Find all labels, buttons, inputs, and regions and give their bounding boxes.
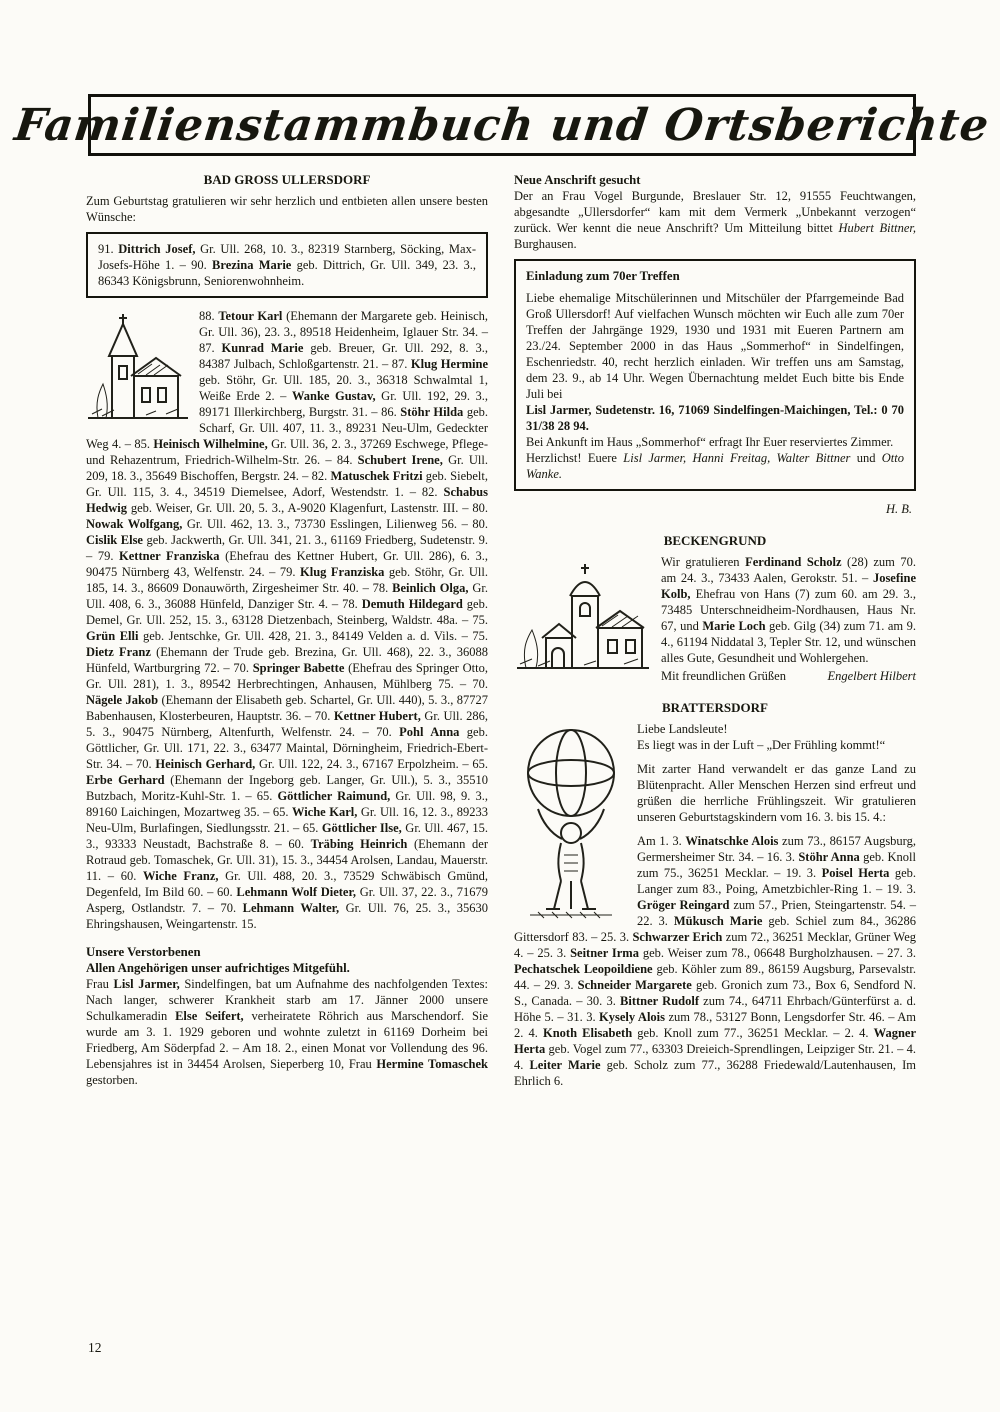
page-number: 12	[88, 1340, 102, 1355]
brattersdorf-block	[514, 721, 916, 1089]
right-column	[514, 172, 916, 1089]
beckengrund-heading: BECKENGRUND	[663, 533, 767, 548]
beckengrund-text: Wir gratulieren Ferdinand Scholz (28) zum 70. am 24. 3., 73433 Aalen, Gerokstr. 51. – Josefine Kolb, Ehefrau von Hans (7) zum 60. am 29. 3., 73485 Unterschneidheim-Nordhausen, Haus Nr. 67, und Marie Loch geb. Gilg (34) zum 71. am 9. 4., 61194 Niddatal 3, Tepler Str. 12, und wünschen alles Gute, Gesundheit und Wohlergehen.	[514, 554, 916, 666]
greeting-line: Liebe Landsleute!	[637, 722, 728, 736]
spring-quote: Es liegt was in der Luft – „Der Frühling kommt!“	[637, 738, 886, 752]
deaths-subheading: Allen Angehörigen unser aufrichtiges Mitgefühl.	[86, 961, 350, 975]
masthead-title: Familienstammbuch und Ortsberichte	[11, 99, 993, 151]
masthead	[11, 94, 993, 156]
birthday-list: 88. Tetour Karl (Ehemann der Margarete geb. Heinisch, Gr. Ull. 36), 23. 3., 89518 Heidenheim, Iglauer Str. 34. – 87. Kunrad Marie geb. Breuer, Gr. Ull. 292, 8. 3., 84387 Julbach, Schloßgartenstr. 21. – 87. Klug Hermine geb. Stöhr, Gr. Ull. 185, 20. 3., 36318 Schwalmtal 1, Weiße Erde 2. – Wanke Gustav, Gr. Ull. 192, 29. 3., 89171 Illerkirchberg, Burgstr. 31. – 86. Stöhr Hilda geb. Scharf, Gr. Ull. 407, 11. 3., 89231 Neu-Ulm, Gedeckter Weg 4. – 85. Heinisch Wilhelmine, Gr. Ull. 36, 2. 3., 37269 Eschwege, Pflege- und Rehazentrum, Friedrich-Wilhelm-Str. 26. – 84. Schubert Irene, Gr. Ull. 209, 18. 3., 35649 Bischoffen, Bergstr. 24. – 82. Matuschek Fritzi geb. Siebelt, Gr. Ull. 115, 3. 4., 34519 Diemelsee, Adorf, Westendstr. 1. – 82. Schabus Hedwig geb. Weiser, Gr. Ull. 20, 5. 3., A-9020 Klagenfurt, Lastenstr. III. – 80. Nowak Wolfgang, Gr. Ull. 462, 13. 3., 73730 Esslingen, Lilienweg 56. – 80. Cislik Else geb. Jackwerth, Gr. Ull. 341, 21. 3., 61169 Friedberg, Sudetenstr. 9. – 79. Kettner Franziska (Ehefrau des Kettner Hubert, Gr. Ull. 286), 6. 3., 90475 Nürnberg 43, Welfenstr. 24. – 79. Klug Franziska geb. Stöhr, Gr. Ull. 185, 14. 3., 86609 Donauwörth, Zirgesheimer Str. 40. – 78. Beinlich Olga, Gr. Ull. 408, 6. 3., 36088 Hünfeld, Danziger Str. 4. – 78. Demuth Hildegard geb. Demel, Gr. Ull. 252, 15. 3., 63128 Dietzenbach, Steinberg, Waldstr. 48a. – 75. Grün Elli geb. Jentschke, Gr. Ull. 428, 21. 3., 84149 Velden a. d. Vils. – 75. Dietz Franz (Ehemann der Trude geb. Brezina, Gr. Ull. 468), 22. 3., 36088 Hünfeld, Wartburgring 72. – 70. Springer Babette (Ehefrau des Springer Otto, Gr. Ull. 281), 1. 3., 89542 Herbrechtingen, Anhausen, Mühlberg 75. – 70. Nägele Jakob (Ehemann der Elisabeth geb. Schartel, Gr. Ull. 440), 5. 3., 87727 Babenhausen, Klosterbeuren, Hauptstr. 36. – 70. Kettner Hubert, Gr. Ull. 286, 5. 3., 90475 Nürnberg, Altenfurth, Welfenstr. 24. – 70. Pohl Anna geb. Göttlicher, Gr. Ull. 171, 22. 3., 63477 Maintal, Dörningheim, Friedrich-Ebert-Str. 34. – 70. Heinisch Gerhard, Gr. Ull. 122, 24. 3., 67167 Erpolzheim. – 65. Erbe Gerhard (Ehemann der Ingeborg geb. Langer, Gr. Ull.), 5. 3., 35510 Butzbach, Moritz-Kuhl-Str. 1. – 65. Göttlicher Raimund, Gr. Ull. 98, 9. 3., 89160 Laichingen, Mozartweg 35. – 65. Wiche Karl, Gr. Ull. 16, 12. 3., 89233 Neu-Ulm, Burlafingen, Siedlungsstr. 21. – 65. Göttlicher Ilse, Gr. Ull. 467, 15. 3., 93333 Neustadt, Bachstraße 8. – 60. Träbing Heinrich (Ehemann der Rotraud geb. Tomaschek, Gr. Ull. 31), 15. 3., 34454 Arolsen, Landau, Mauerstr. 11. – 60. Wiche Franz, Gr. Ull. 488, 20. 3., 73529 Schwäbisch Gmünd, Degenfeld, Im Bild 60. – 60. Lehmann Wolf Dieter, Gr. Ull. 37, 22. 3., 71679 Asperg, Ostlandstr. 7. – 70. Lehmann Walter, Gr. Ull. 76, 25. 3., 35630 Ehringshausen, Weingartenstr. 15.	[86, 309, 489, 931]
deaths-text: Frau Lisl Jarmer, Sindelfingen, bat um Aufnahme des nachfolgenden Textes: Nach langer, schwerer Krankheit starb am 17. Jänner 2000 unsere Schulkameradin Else Seifert, verheiratete Röhrich aus Marschendorf. Sie wurde am 3. 1. 1929 geboren und wohnte zuletzt in 61169 Dorheim bei Friedberg, Am Söderpfad 2. – Am 18. 2., einen Monat vor Vollendung des 96. Lebensjahres ist in 34454 Arolsen, Sieperberg 10, Frau Hermine Tomaschek gestorben.	[86, 977, 488, 1087]
new-address-heading: Neue Anschrift gesucht	[514, 173, 641, 187]
beckengrund-closing	[661, 668, 916, 684]
invitation-signoff: Herzlichst! Euere Lisl Jarmer, Hanni Freitag, Walter Bittner und Otto Wanke.	[526, 451, 904, 481]
chapel-woodcut-illustration	[514, 556, 652, 676]
section-heading-bad-gross-ullersdorf: BAD GROSS ULLERSDORF	[203, 172, 371, 187]
atlas-globe-figure-illustration	[514, 723, 628, 921]
deaths-heading: Unsere Verstorbenen	[86, 945, 201, 959]
left-column	[86, 172, 488, 1088]
signature: Engelbert Hilbert	[827, 669, 916, 683]
invitation-contact: Lisl Jarmer, Sudetenstr. 16, 71069 Sindelfingen-Maichingen, Tel.: 0 70 31/38 28 94.	[526, 403, 904, 433]
author-initials: H. B.	[885, 502, 912, 516]
invitation-note: Bei Ankunft im Haus „Sommerhof“ erfragt Ihr Euer reserviertes Zimmer.	[526, 435, 894, 449]
invitation-text: Liebe ehemalige Mitschülerinnen und Mitschüler der Pfarrgemeinde Bad Groß Ullersdorf! Auf vielfachen Wunsch möchten wir Euch alle zum 70er Treffen der Jahrgänge 1929, 1930 und 1931 mit Eueren Partnern am 23./24. September 2000 in das Haus „Sommerhof“ in Sindelfingen, Eschenriedstr. 40, recht herzlich einladen. Wir treffen uns am Samstag, dem 23. 9., ab 14 Uhr. Wegen Übernachtung meldet Euch bitte bis Ende Juli bei	[526, 291, 904, 401]
birthday-highlight-box	[86, 232, 488, 298]
church-woodcut-illustration	[86, 310, 190, 426]
spring-paragraph: Mit zarter Hand verwandelt er das ganze Land zu Blütenpracht. Aller Menschen Herzen sind erfreut und grüßen die herrliche Frühlingszeit. Wir gratulieren unseren Geburtstagskindern vom 16. 3. bis 15. 4.:	[637, 762, 916, 824]
brattersdorf-heading: BRATTERSDORF	[662, 700, 768, 715]
invitation-box	[514, 259, 916, 491]
birthday-intro: Zum Geburtstag gratulieren wir sehr herzlich und entbieten allen unsere besten Wünsche:	[86, 194, 488, 224]
invitation-heading: Einladung zum 70er Treffen	[526, 269, 680, 283]
birthday-box-text: 91. Dittrich Josef, Gr. Ull. 268, 10. 3., 82319 Starnberg, Söcking, Max-Josefs-Höhe 1. – 90. Brezina Marie geb. Dittrich, Gr. Ull. 349, 23. 3., 86343 Königsbrunn, Seniorenwohnheim.	[98, 242, 476, 288]
brattersdorf-birthday-list: Am 1. 3. Winatschke Alois zum 73., 86157 Augsburg, Germersheimer Str. 34. – 16. 3. Stöhr Anna geb. Knoll zum 75., 36251 Mecklar. – 19. 3. Poisel Herta geb. Langer zum 83., Poing, Ametzbichler-Ring 1. – 19. 3. Gröger Reingard zum 57., Prien, Steingartenstr. 54. – 22. 3. Mükusch Marie geb. Schiel zum 84., 36286 Gittersdorf 83. – 25. 3. Schwarzer Erich zum 72., 36251 Mecklar, Grüner Weg 4. – 25. 3. Seitner Irma geb. Weiser zum 78., 06648 Burgholzhausen. – 27. 3. Pechatschek Leopoildiene geb. Köhler zum 89., 86159 Augsburg, Parsevalstr. 44. – 29. 3. Schneider Margarete geb. Gronich zum 73., Box 6, Sendford N. S., Canada. – 30. 3. Bittner Rudolf zum 74., 64711 Ehrbach/Günterfürst a. d. Höhe 5. – 31. 3. Kysely Alois zum 78., 53127 Bonn, Lengsdorfer Str. 46. – Am 2. 4. Knoth Elisabeth geb. Knoll zum 77., 36251 Mecklar. – 2. 4. Wagner Herta geb. Vogel zum 77., 63303 Dreieich-Sprendlingen, Leipziger Str. 21. – 4. 4. Leiter Marie geb. Scholz zum 77., 36288 Friedewald/Lautenhausen, Im Ehrlich 6.	[514, 834, 917, 1088]
closing-text: Mit freundlichen Grüßen	[661, 669, 786, 683]
new-address-text: Der an Frau Vogel Burgunde, Breslauer Str. 12, 91555 Feuchtwangen, abgesandte „Ullersdorfer“ kam mit dem Vermerk „Unbekannt verzogen“ zurück. Wer kennt die neue Anschrift? Um Mitteilung bittet Hubert Bittner, Burghausen.	[514, 189, 917, 251]
